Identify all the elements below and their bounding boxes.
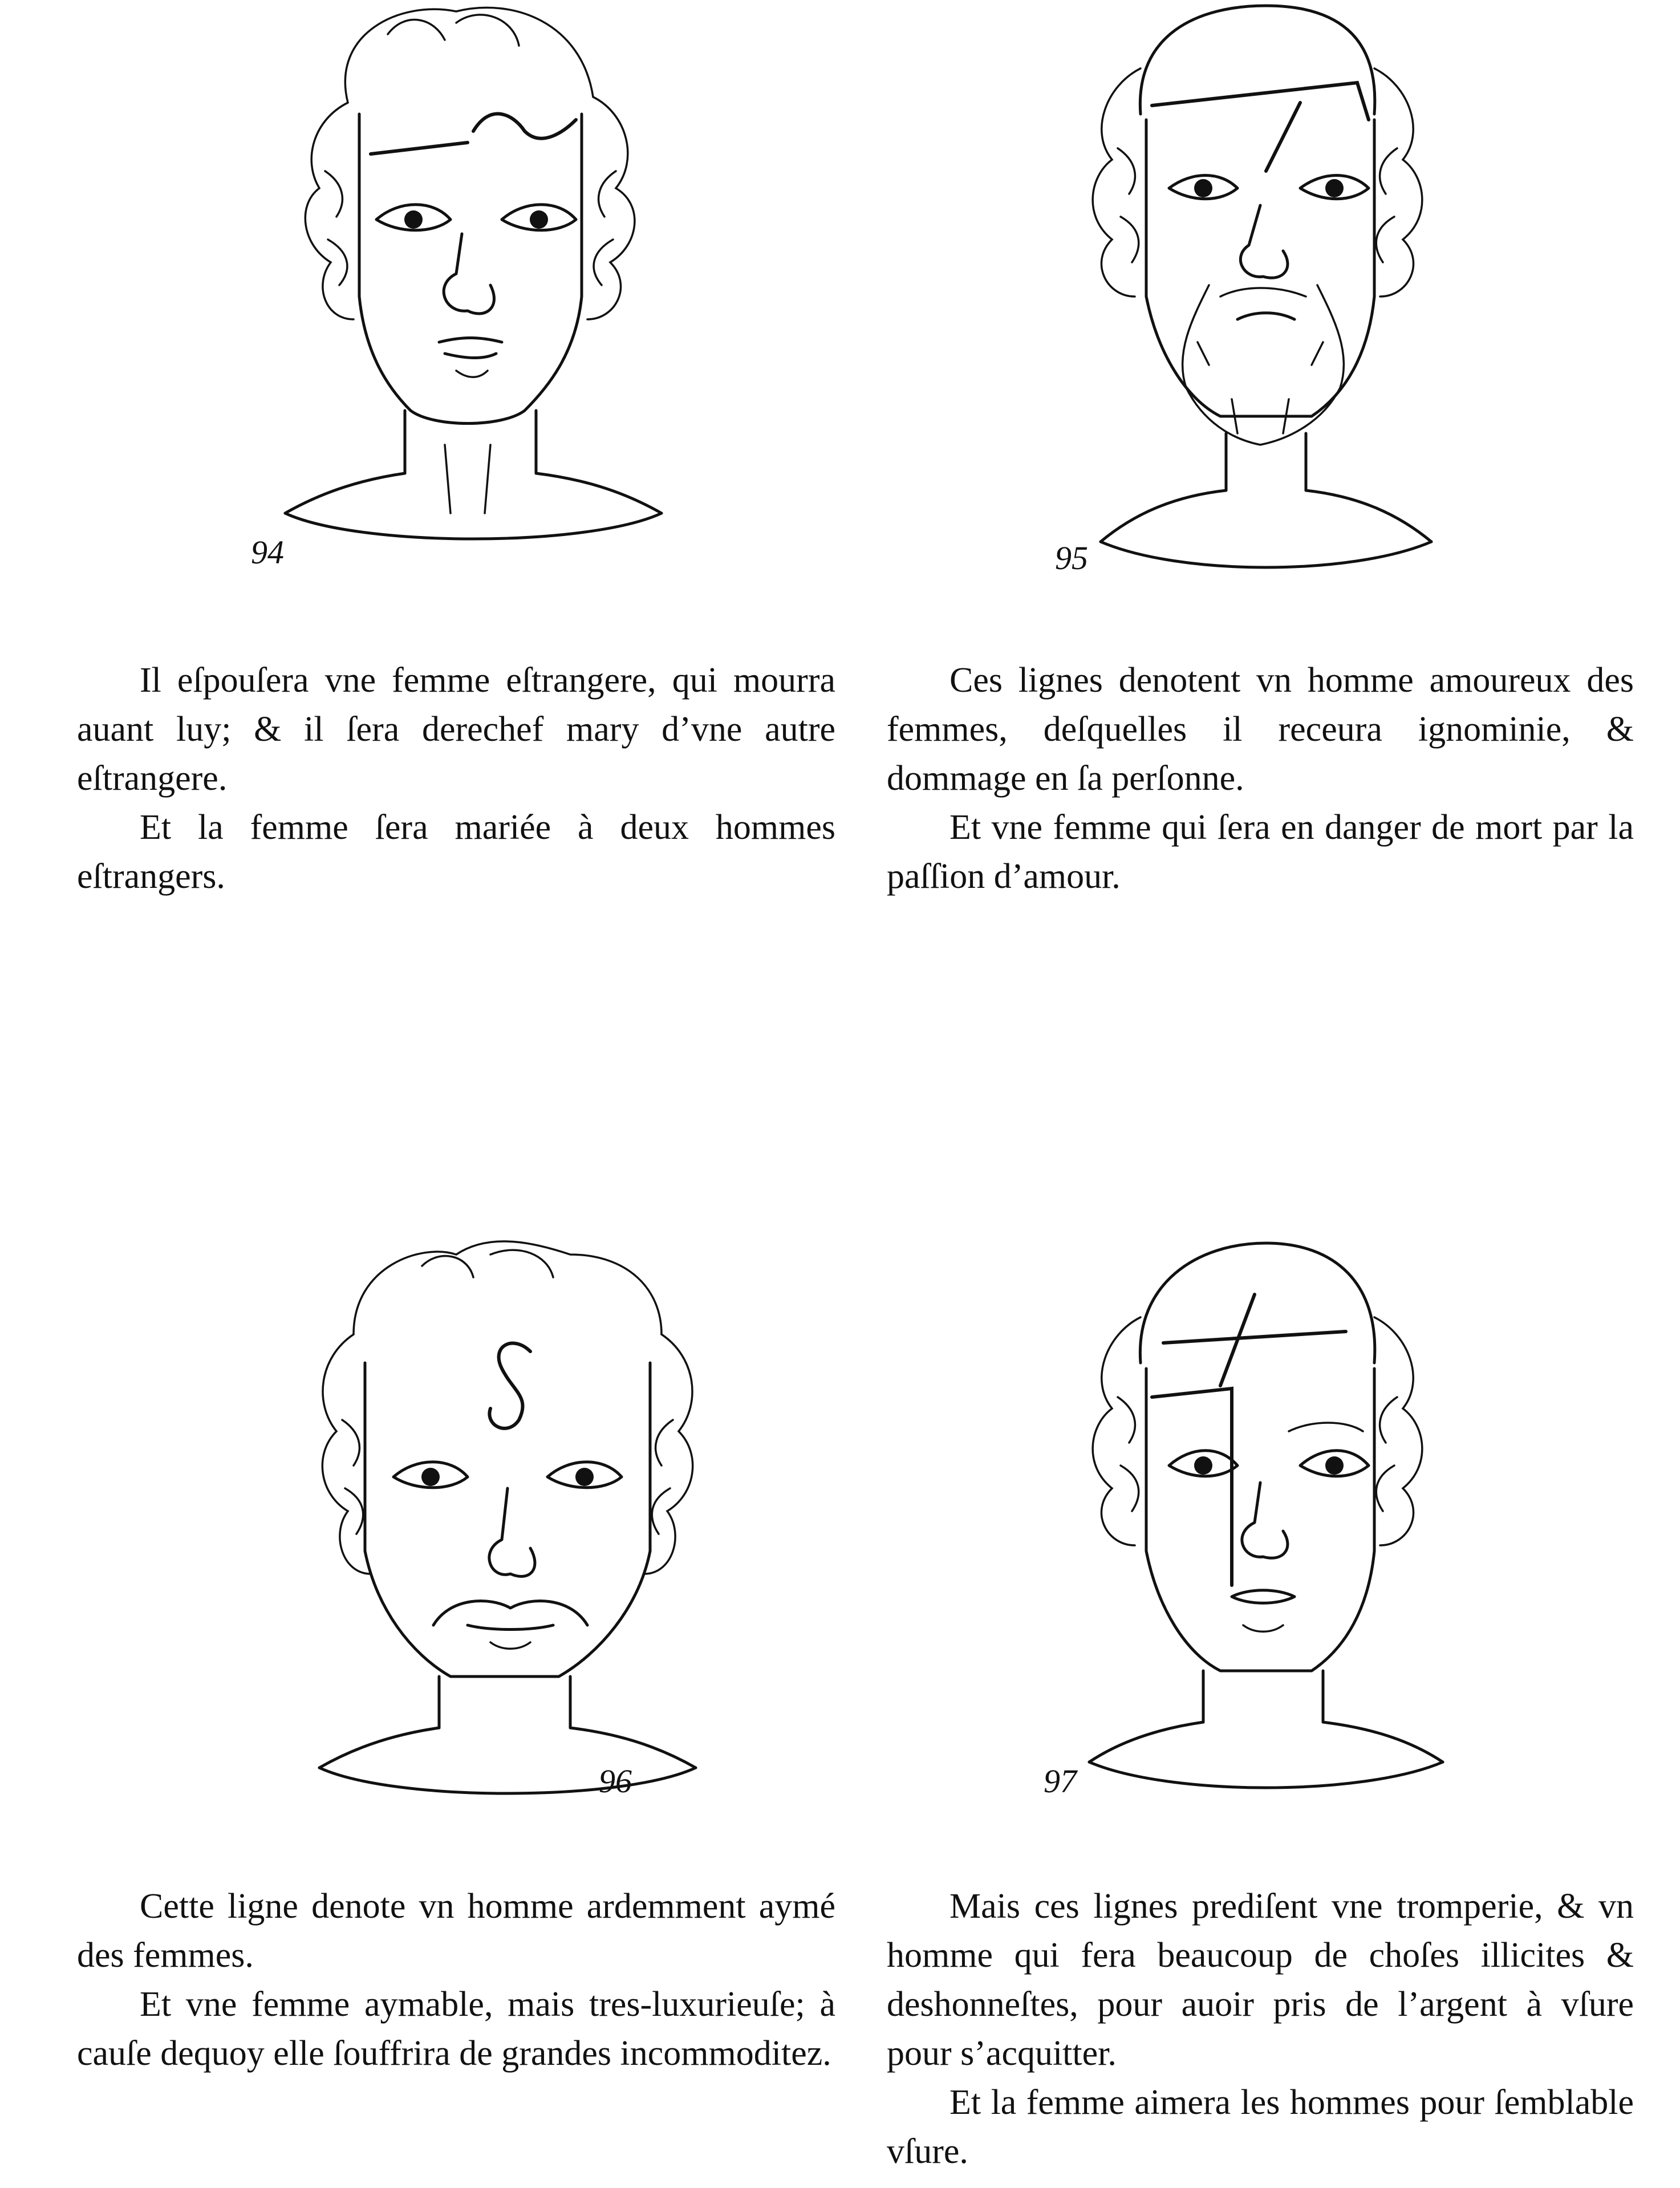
caption-97-paragraph-1: Mais ces lignes prediſent vne tromperie, & vn homme qui fera beaucoup de choſes illicites & deshonneſtes, pour auoir pris de l’argent à vſure pour s’acquitter.	[887, 1887, 1634, 2073]
caption-94-paragraph-1: Il eſpouſera vne femme eſtrangere, qui mourra auant luy; & il ſera derechef mary d’vne autre eſtrangere.	[77, 661, 835, 798]
caption-94-paragraph-2: Et la femme ſera mariée à deux hommes eſtrangers.	[77, 808, 835, 896]
portrait-94	[217, 0, 730, 570]
caption-94	[77, 656, 835, 901]
figure-number-97: 97	[1044, 1763, 1077, 1800]
figure-number-96: 96	[599, 1763, 632, 1800]
caption-96	[77, 1882, 835, 2078]
caption-97-paragraph-2: Et la femme aimera les hommes pour ſemblable vſure.	[887, 2083, 1634, 2171]
portrait-96	[251, 1232, 764, 1802]
figure-number-95: 95	[1055, 539, 1088, 577]
portrait-97	[1004, 1232, 1517, 1802]
portrait-95	[1004, 0, 1517, 582]
caption-95-paragraph-2: Et vne femme qui ſera en danger de mort par la paſſion d’amour.	[887, 808, 1634, 896]
caption-95-paragraph-1: Ces lignes denotent vn homme amoureux des femmes, deſquelles il receura ignominie, & dommage en ſa perſonne.	[887, 661, 1634, 798]
caption-96-paragraph-2: Et vne femme aymable, mais tres-luxurieuſe; à cauſe dequoy elle ſouffrira de grandes incommoditez.	[77, 1985, 835, 2073]
caption-96-paragraph-1: Cette ligne denote vn homme ardemment aymé des femmes.	[77, 1887, 835, 1975]
caption-95	[887, 656, 1634, 901]
figure-number-94: 94	[251, 534, 284, 571]
caption-97	[887, 1882, 1634, 2176]
